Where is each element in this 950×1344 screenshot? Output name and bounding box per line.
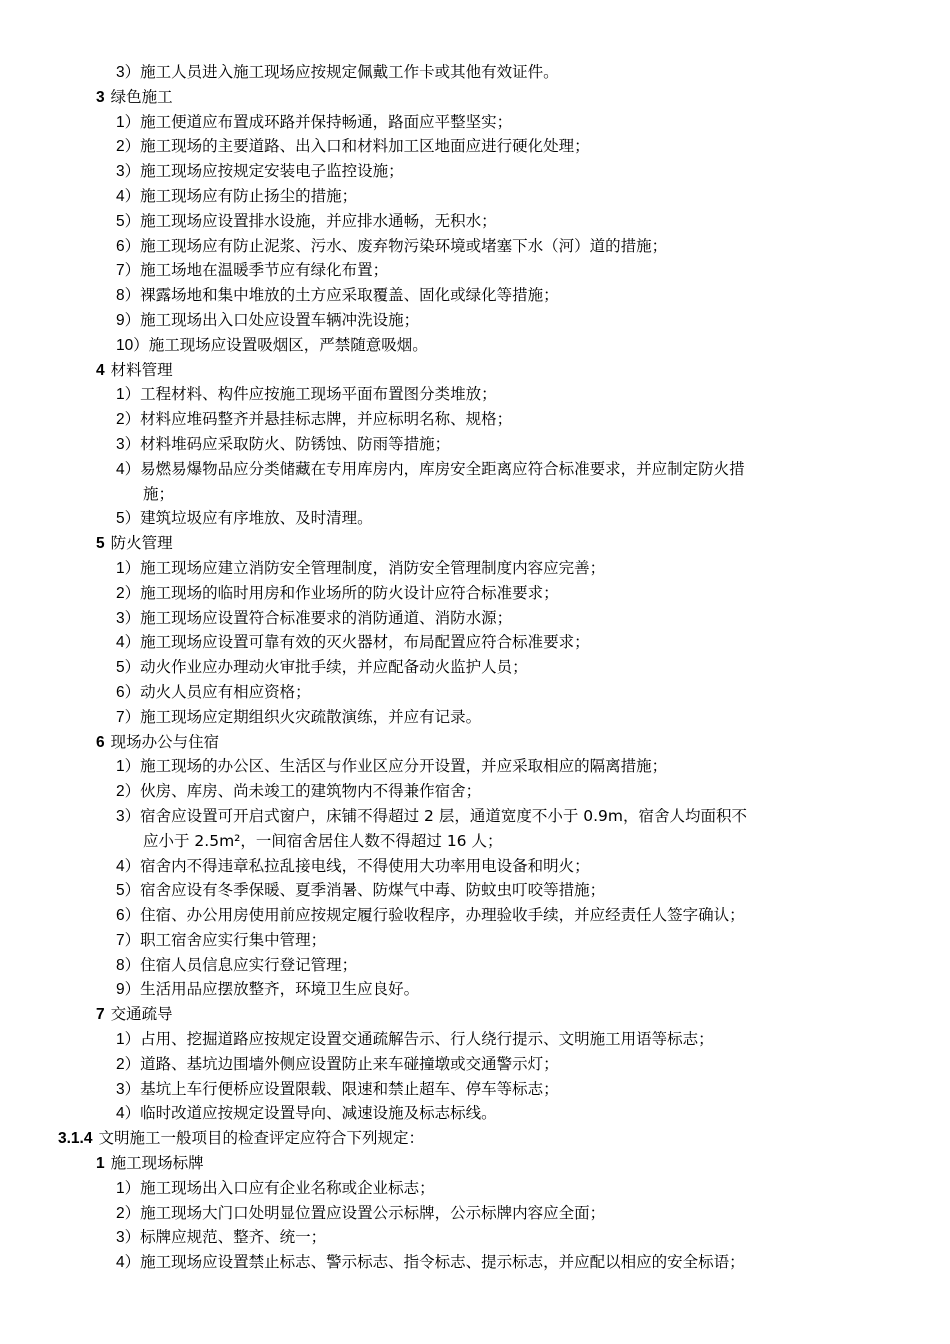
list-item	[0, 804, 950, 829]
section-heading	[0, 85, 950, 110]
item-text: 宿舍应设有冬季保暖、夏季消暑、防煤气中毒、防蚊虫叮咬等措施；	[140, 881, 606, 900]
list-item	[0, 606, 950, 631]
list-item	[0, 953, 950, 978]
item-text: 材料堆码应采取防火、防锈蚀、防雨等措施；	[140, 434, 451, 453]
item-text: 现场办公与住宿	[110, 732, 220, 751]
item-text: 住宿、办公用房使用前应按规定履行验收程序，办理验收手续，并应经责任人签字确认；	[140, 906, 745, 925]
item-text: 动火人员应有相应资格；	[140, 682, 311, 701]
list-item	[0, 655, 950, 680]
list-item	[0, 1225, 950, 1250]
clause-heading	[0, 1126, 950, 1151]
item-number: 3）	[116, 64, 141, 81]
item-text: 文明施工一般项目的检查评定应符合下列规定：	[98, 1129, 424, 1148]
list-item	[0, 754, 950, 779]
list-item	[0, 630, 950, 655]
item-number: 5）	[116, 510, 141, 528]
list-item-continuation	[0, 829, 950, 854]
list-item	[0, 1250, 950, 1275]
item-number: 1）	[116, 1031, 141, 1049]
item-number: 6）	[116, 237, 141, 255]
list-item	[0, 1027, 950, 1052]
item-text: 施工人员进入施工现场应按规定佩戴工作卡或其他有效证件。	[140, 63, 559, 81]
item-text: 伙房、库房、尚未竣工的建筑物内不得兼作宿舍；	[140, 782, 482, 801]
item-number: 1）	[116, 559, 141, 577]
item-number: 1）	[116, 1179, 141, 1197]
item-number: 7）	[116, 931, 141, 949]
item-text: 生活用品应摆放整齐，环境卫生应良好。	[140, 980, 420, 999]
item-number: 3）	[116, 609, 141, 627]
list-item	[0, 581, 950, 606]
item-number: 4）	[116, 634, 141, 652]
item-number: 5	[96, 535, 105, 553]
item-number: 1）	[116, 113, 141, 131]
item-number: 6）	[116, 907, 141, 925]
item-text: 施工现场应设置禁止标志、警示标志、指令标志、提示标志，并应配以相应的安全标语；	[140, 1253, 745, 1272]
item-text: 建筑垃圾应有序堆放、及时清理。	[140, 509, 373, 528]
section-heading	[0, 730, 950, 755]
item-text: 材料管理	[110, 360, 173, 379]
item-number: 3）	[116, 1080, 141, 1098]
item-text: 动火作业应办理动火审批手续，并应配备动火监护人员；	[140, 658, 528, 677]
item-number: 3）	[116, 163, 141, 181]
item-text: 基坑上车行便桥应设置限载、限速和禁止超车、停车等标志；	[140, 1079, 559, 1098]
item-number: 8）	[116, 956, 141, 974]
item-text: 住宿人员信息应实行登记管理；	[140, 955, 358, 974]
list-item	[0, 1176, 950, 1201]
item-text: 施；	[143, 484, 175, 503]
item-text: 施工现场应有防止扬尘的措施；	[140, 186, 358, 205]
list-item	[0, 1052, 950, 1077]
item-number: 4）	[116, 187, 141, 205]
list-item	[0, 854, 950, 879]
item-number: 7）	[116, 708, 141, 726]
item-text: 施工现场应设置可靠有效的灭火器材，布局配置应符合标准要求；	[140, 633, 590, 652]
item-number: 2）	[116, 783, 141, 801]
item-number: 4）	[116, 857, 141, 875]
list-item	[0, 382, 950, 407]
item-text: 施工现场的临时用房和作业场所的防火设计应符合标准要求；	[140, 583, 559, 602]
list-item	[0, 1077, 950, 1102]
list-item	[0, 283, 950, 308]
list-item	[0, 903, 950, 928]
item-text: 工程材料、构件应按施工现场平面布置图分类堆放；	[140, 385, 497, 404]
item-text: 应小于 2.5m²，一间宿舍居住人数不得超过 16 人；	[143, 831, 503, 850]
list-item	[0, 258, 950, 283]
item-text: 宿舍内不得违章私拉乱接电线，不得使用大功率用电设备和明火；	[140, 856, 590, 875]
list-item	[0, 705, 950, 730]
list-item	[0, 457, 950, 482]
item-text: 施工现场的主要道路、出入口和材料加工区地面应进行硬化处理；	[140, 137, 590, 156]
list-item	[0, 680, 950, 705]
item-text: 职工宿舍应实行集中管理；	[140, 930, 327, 949]
item-text: 施工现场应有防止泥浆、污水、废弃物污染环境或堵塞下水（河）道的措施；	[140, 236, 668, 255]
item-number: 1）	[116, 758, 141, 776]
item-text: 宿舍应设置可开启式窗户，床铺不得超过 2 层，通道宽度不小于 0.9m，宿舍人均面积不	[140, 806, 748, 825]
section-heading	[0, 531, 950, 556]
item-text: 临时改道应按规定设置导向、减速设施及标志标线。	[140, 1104, 497, 1123]
section-heading	[0, 358, 950, 383]
item-text: 道路、基坑边围墙外侧应设置防止来车碰撞墩或交通警示灯；	[140, 1054, 559, 1073]
item-number: 2）	[116, 411, 141, 429]
item-text: 施工场地在温暖季节应有绿化布置；	[140, 261, 389, 280]
item-number: 5）	[116, 882, 141, 900]
item-number: 3）	[116, 1229, 141, 1247]
list-item	[0, 184, 950, 209]
list-item	[0, 977, 950, 1002]
item-number: 8）	[116, 287, 141, 305]
item-text: 施工现场出入口处应设置车辆冲洗设施；	[140, 310, 420, 329]
item-text: 施工现场应设置排水设施，并应排水通畅，无积水；	[140, 211, 497, 230]
item-text: 施工现场应设置符合标准要求的消防通道、消防水源；	[140, 608, 513, 627]
list-item	[0, 333, 950, 358]
list-item	[0, 134, 950, 159]
item-text: 施工现场标牌	[110, 1154, 204, 1173]
item-number: 1）	[116, 386, 141, 404]
item-number: 7）	[116, 262, 141, 280]
item-text: 易燃易爆物品应分类储藏在专用库房内，库房安全距离应符合标准要求，并应制定防火措	[140, 459, 745, 478]
section-heading	[0, 1151, 950, 1176]
list-item	[0, 556, 950, 581]
item-number: 9）	[116, 311, 141, 329]
item-number: 3.1.4	[58, 1130, 93, 1148]
item-number: 2）	[116, 584, 141, 602]
list-item	[0, 878, 950, 903]
list-item	[0, 308, 950, 333]
item-text: 施工现场的办公区、生活区与作业区应分开设置，并应采取相应的隔离措施；	[140, 757, 668, 776]
item-number: 6	[96, 733, 105, 751]
list-item	[0, 506, 950, 531]
item-text: 施工现场应设置吸烟区，严禁随意吸烟。	[148, 335, 428, 354]
list-item-continuation	[0, 482, 950, 507]
item-number: 9）	[116, 981, 141, 999]
item-number: 1	[96, 1155, 105, 1173]
item-number: 5）	[116, 212, 141, 230]
item-number: 10）	[116, 336, 149, 354]
list-item	[0, 779, 950, 804]
item-number: 2）	[116, 138, 141, 156]
list-item	[0, 1201, 950, 1226]
list-item	[0, 209, 950, 234]
item-number: 5）	[116, 659, 141, 677]
document-page	[0, 60, 950, 1275]
item-number: 4	[96, 361, 105, 379]
item-text: 施工现场大门口处明显位置应设置公示标牌，公示标牌内容应全面；	[140, 1203, 606, 1222]
item-text: 施工便道应布置成环路并保持畅通，路面应平整坚实；	[140, 112, 513, 131]
item-number: 3）	[116, 807, 141, 825]
list-item	[0, 234, 950, 259]
item-number: 6）	[116, 683, 141, 701]
list-item	[0, 407, 950, 432]
list-item	[0, 1101, 950, 1126]
item-text: 标牌应规范、整齐、统一；	[140, 1228, 327, 1247]
item-text: 绿色施工	[110, 87, 173, 106]
item-number: 3）	[116, 435, 141, 453]
item-text: 材料应堆码整齐并悬挂标志牌，并应标明名称、规格；	[140, 410, 513, 429]
list-item	[0, 159, 950, 184]
list-item	[0, 60, 950, 85]
list-item	[0, 110, 950, 135]
item-number: 2）	[116, 1055, 141, 1073]
item-text: 交通疏导	[110, 1005, 173, 1024]
item-text: 施工现场出入口应有企业名称或企业标志；	[140, 1178, 435, 1197]
item-number: 4）	[116, 1105, 141, 1123]
item-text: 施工现场应定期组织火灾疏散演练，并应有记录。	[140, 707, 482, 726]
section-heading	[0, 1002, 950, 1027]
item-number: 4）	[116, 460, 141, 478]
list-item	[0, 432, 950, 457]
item-text: 防火管理	[110, 534, 173, 553]
list-item	[0, 928, 950, 953]
item-number: 2）	[116, 1204, 141, 1222]
item-number: 3	[96, 88, 105, 106]
item-text: 施工现场应按规定安装电子监控设施；	[140, 162, 404, 181]
item-text: 裸露场地和集中堆放的土方应采取覆盖、固化或绿化等措施；	[140, 286, 559, 305]
item-number: 7	[96, 1006, 105, 1024]
item-text: 施工现场应建立消防安全管理制度，消防安全管理制度内容应完善；	[140, 558, 606, 577]
item-text: 占用、挖掘道路应按规定设置交通疏解告示、行人绕行提示、文明施工用语等标志；	[140, 1030, 714, 1049]
item-number: 4）	[116, 1254, 141, 1272]
